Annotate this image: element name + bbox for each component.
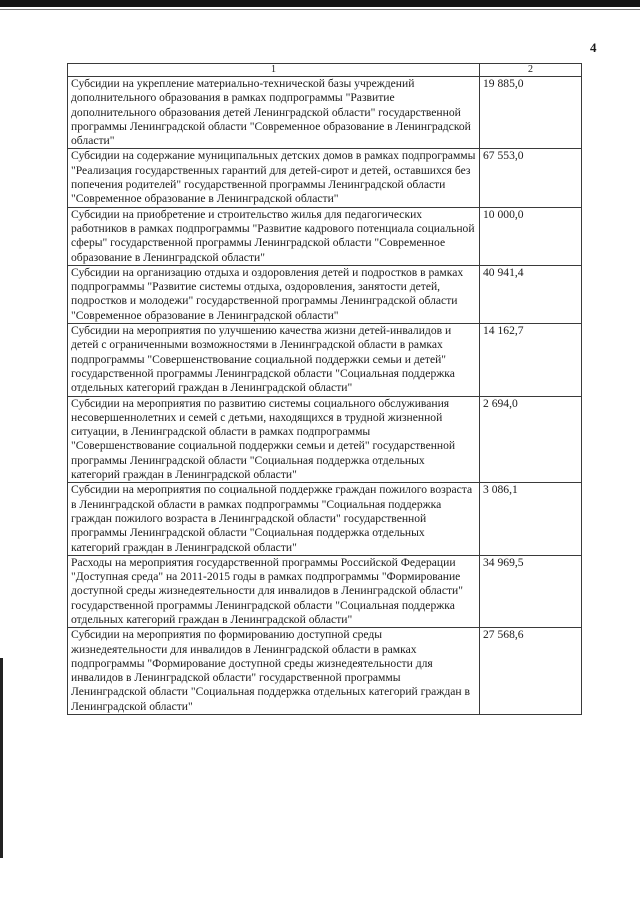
table-row [68, 483, 582, 555]
table-header-row [68, 64, 582, 77]
row-amount: 40 941,4 [480, 265, 582, 323]
row-description: Субсидии на мероприятия по развитию системы социального обслуживания несовершеннолетних и семей с детьми, находящихся в трудной жизненной ситуации, в Ленинградской области в рамках подпрограммы "Совершенствование социальной поддержки семьи и детей" государственной программы Ленинградской области "Социальная поддержка отдельных категорий граждан в Ленинградской области" [68, 396, 480, 483]
row-amount: 19 885,0 [480, 77, 582, 149]
table-row [68, 77, 582, 149]
table-row [68, 555, 582, 627]
left-scan-edge [0, 658, 3, 858]
table-row [68, 149, 582, 207]
table-row [68, 324, 582, 396]
column-header-1: 1 [68, 64, 480, 77]
row-description: Субсидии на организацию отдыха и оздоровления детей и подростков в рамках подпрограммы "Развитие системы отдыха, оздоровления, занятости детей, подростков и молодежи" государственной программы Ленинградской области "Современное образование в Ленинградской области" [68, 265, 480, 323]
row-description: Субсидии на мероприятия по формированию доступной среды жизнедеятельности для инвалидов в Ленинградской области в рамках подпрограммы "Формирование доступной среды жизнедеятельности для инвалидов в Ленинградской области" государственной программы Ленинградской области "Социальная поддержка отдельных категорий граждан в Ленинградской области" [68, 628, 480, 715]
row-amount: 67 553,0 [480, 149, 582, 207]
table-row [68, 207, 582, 265]
row-description: Субсидии на мероприятия по улучшению качества жизни детей-инвалидов и детей с ограниченными возможностями в Ленинградской области в рамках подпрограммы "Совершенствование социальной поддержки семьи и детей" государственной программы Ленинградской области "Социальная поддержка отдельных категорий граждан в Ленинградской области" [68, 324, 480, 396]
row-amount: 3 086,1 [480, 483, 582, 555]
table-row [68, 265, 582, 323]
table-row [68, 628, 582, 715]
row-amount: 14 162,7 [480, 324, 582, 396]
top-border-rule [0, 0, 640, 7]
subsidies-table [67, 63, 582, 715]
row-description: Субсидии на содержание муниципальных детских домов в рамках подпрограммы "Реализация государственных гарантий для детей-сирот и детей, оставшихся без попечения родителей" государственной программы Ленинградской области "Современное образование в Ленинградской области" [68, 149, 480, 207]
page-number: 4 [590, 40, 597, 55]
row-amount: 10 000,0 [480, 207, 582, 265]
row-description: Субсидии на укрепление материально-технической базы учреждений дополнительного образования в рамках подпрограммы "Развитие дополнительного образования детей Ленинградской области" государственной программы Ленинградской области "Современное образование в Ленинградской области" [68, 77, 480, 149]
row-description: Субсидии на мероприятия по социальной поддержке граждан пожилого возраста в Ленинградской области в рамках подпрограммы "Социальная поддержка граждан пожилого возраста в Ленинградской области" государственной программы Ленинградской области "Социальная поддержка отдельных категорий граждан в Ленинградской области" [68, 483, 480, 555]
row-description: Субсидии на приобретение и строительство жилья для педагогических работников в рамках подпрограммы "Развитие кадрового потенциала социальной сферы" государственной программы Ленинградской области "Современное образование в Ленинградской области" [68, 207, 480, 265]
top-thin-rule [0, 9, 640, 10]
row-amount: 2 694,0 [480, 396, 582, 483]
table-row [68, 396, 582, 483]
column-header-2: 2 [480, 64, 582, 77]
row-description: Расходы на мероприятия государственной программы Российской Федерации "Доступная среда" на 2011-2015 годы в рамках подпрограммы "Формирование доступной среды жизнедеятельности для инвалидов в Ленинградской области" государственной программы Ленинградской области "Социальная поддержка отдельных категорий граждан в Ленинградской области" [68, 555, 480, 627]
row-amount: 27 568,6 [480, 628, 582, 715]
row-amount: 34 969,5 [480, 555, 582, 627]
